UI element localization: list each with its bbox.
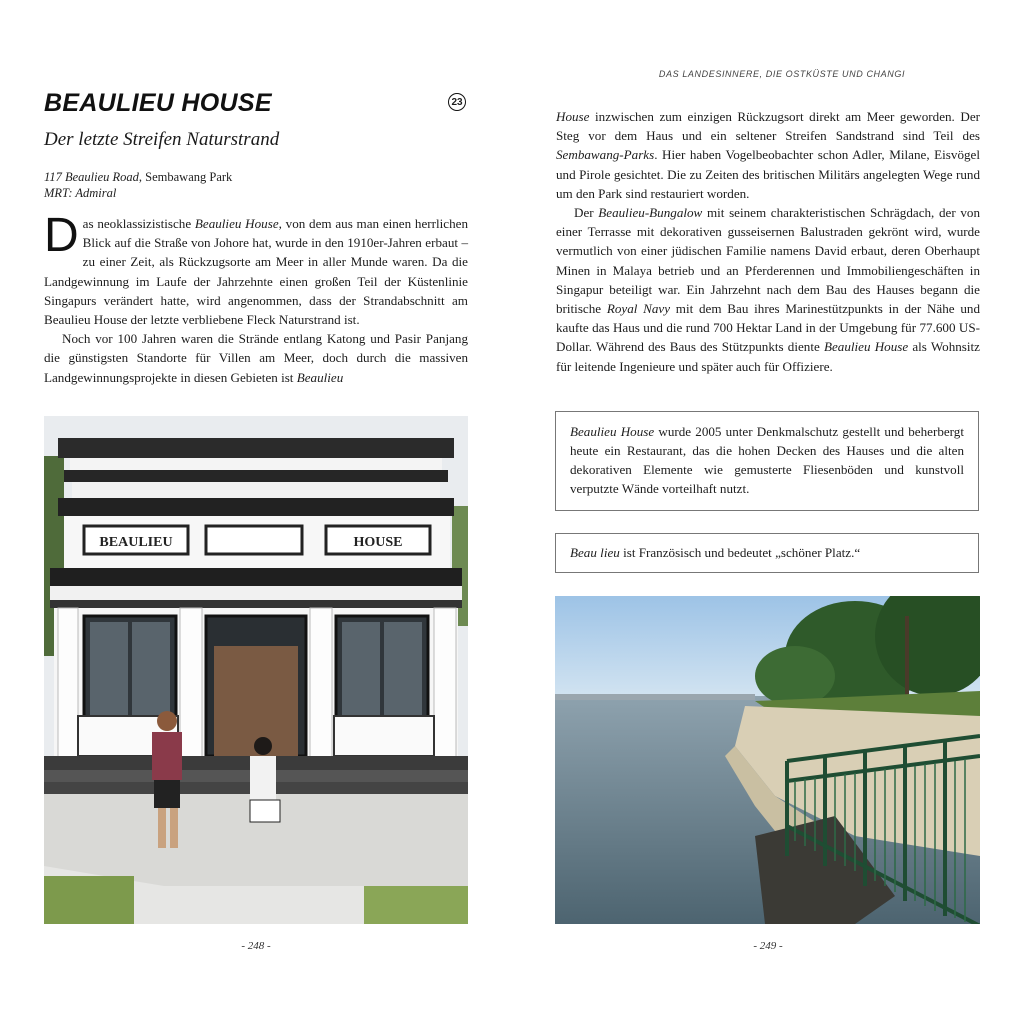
running-head: DAS LANDESINNERE, DIE OSTKÜSTE UND CHANGI bbox=[658, 69, 906, 79]
entry-number-badge: 23 bbox=[448, 93, 466, 111]
mrt-line bbox=[44, 185, 232, 201]
address-line bbox=[44, 169, 232, 185]
right-body-text bbox=[556, 107, 980, 376]
italic-run: Beaulieu-Bungalow bbox=[598, 205, 703, 221]
italic-run: Beaulieu House bbox=[194, 216, 279, 231]
page-number: - 249 - bbox=[753, 940, 783, 952]
italic-run: Beaulieu bbox=[296, 369, 344, 385]
text-run: Noch vor 100 Jahren waren die Strände entlang Katong und Pasir Panjang die günstigsten Standorte für Villen am Meer, doch durch die massiven Landgewinnungsprojekte in diesen Gebieten ist bbox=[44, 331, 468, 385]
italic-run: Royal Navy bbox=[606, 301, 671, 317]
text-run: wurde 2005 unter Denkmalschutz gestellt und beherbergt heute ein Restaurant, das die hohen Decken des Hauses und die alten dekorativen Elemente wie gemusterte Fliesenböden und kunstvoll verputzte Wände vorteilhaft nutzt. bbox=[570, 424, 964, 496]
italic-run: Beaulieu House bbox=[570, 424, 655, 439]
paragraph bbox=[44, 329, 468, 387]
text-run: inzwischen zum einzigen Rückzugsort direkt am Meer geworden. Der Steg vor dem Haus und ein seltener Streifen Sandstrand sind Teil des bbox=[556, 109, 980, 144]
italic-run: Beaulieu House bbox=[823, 339, 909, 355]
italic-run: House bbox=[556, 109, 590, 124]
text-run: Der bbox=[574, 205, 599, 221]
italic-run: Sembawang-Parks bbox=[556, 147, 655, 163]
paragraph bbox=[556, 107, 980, 203]
sembawang-beach-photo bbox=[555, 596, 980, 924]
page-title: BEAULIEU HOUSE bbox=[44, 89, 272, 117]
right-page bbox=[512, 0, 1024, 1024]
paragraph bbox=[44, 209, 468, 329]
info-box-heritage bbox=[555, 411, 979, 511]
text-run: . Hier haben Vogelbeobachter schon Adler, Milane, Eisvögel und Pirole gesichtet. Die zu Zeiten des britischen Militärs angelegten Wege rund um den Park sind restauriert worden. bbox=[556, 147, 980, 201]
italic-run: Beau lieu bbox=[570, 545, 620, 560]
paragraph bbox=[556, 203, 980, 376]
left-body-text bbox=[44, 209, 468, 387]
text-run: als Wohnsitz für leitende Ingenieure und später auch für Offiziere. bbox=[556, 339, 980, 374]
text-run: ist Französisch und bedeutet „schöner Platz.“ bbox=[619, 545, 861, 560]
page-number: - 248 - bbox=[241, 940, 271, 952]
text-run: as neoklassizistische bbox=[82, 216, 195, 231]
sign-beaulieu: BEAULIEU bbox=[99, 535, 173, 550]
beaulieu-house-photo bbox=[44, 416, 468, 924]
text-run: , von dem aus man einen herrlichen Blick auf die Straße von Johore hat, wurde in den 1910er-Jahren erbaut – zu einer Zeit, als Rückzugsorte am Meer in aller Munde waren. Da die Landgewinnung im Laufe der Jahrzehnte einen großen Teil der Küstenlinie Singapurs verändert hatte, wird angenommen, dass der Strandabschnitt am Beaulieu House der letzte verbliebene Fleck Naturstrand ist. bbox=[44, 216, 468, 328]
info-box-name-meaning bbox=[555, 533, 979, 573]
beach-illustration bbox=[555, 596, 980, 924]
text-run: mit dem Bau ihres Marinestützpunkts in der Nähe und kaufte das Haus und die rund 700 Hektar Land in der Umgebung für 77.600 US-Dollar. Während des Baus des Stützpunkts diente bbox=[556, 301, 980, 355]
drop-cap: D bbox=[44, 209, 79, 262]
text-run: mit seinem charakteristischen Schrägdach, der von einer Terrasse mit dekorativen gusseisernen Balustraden gekrönt wird, wurde vermutlich von einer jüdischen Familie namens David erbaut, deren Oberhaupt Minen in Malaya betrieb und an Pferderennen und Immobiliengeschäften in Singapur beteiligt war. Ein Jahrzehnt nach dem Bau des Hauses begann die britische bbox=[556, 205, 980, 317]
page-subtitle: Der letzte Streifen Naturstrand bbox=[44, 129, 280, 150]
address-block bbox=[44, 169, 232, 201]
building-illustration bbox=[44, 416, 468, 924]
mrt-station: : Admiral bbox=[68, 186, 117, 200]
street-name: 117 Beaulieu Road bbox=[44, 170, 139, 184]
street-rest: , Sembawang Park bbox=[138, 170, 233, 184]
sign-house: HOUSE bbox=[353, 535, 403, 550]
mrt-label: MRT bbox=[44, 186, 69, 200]
